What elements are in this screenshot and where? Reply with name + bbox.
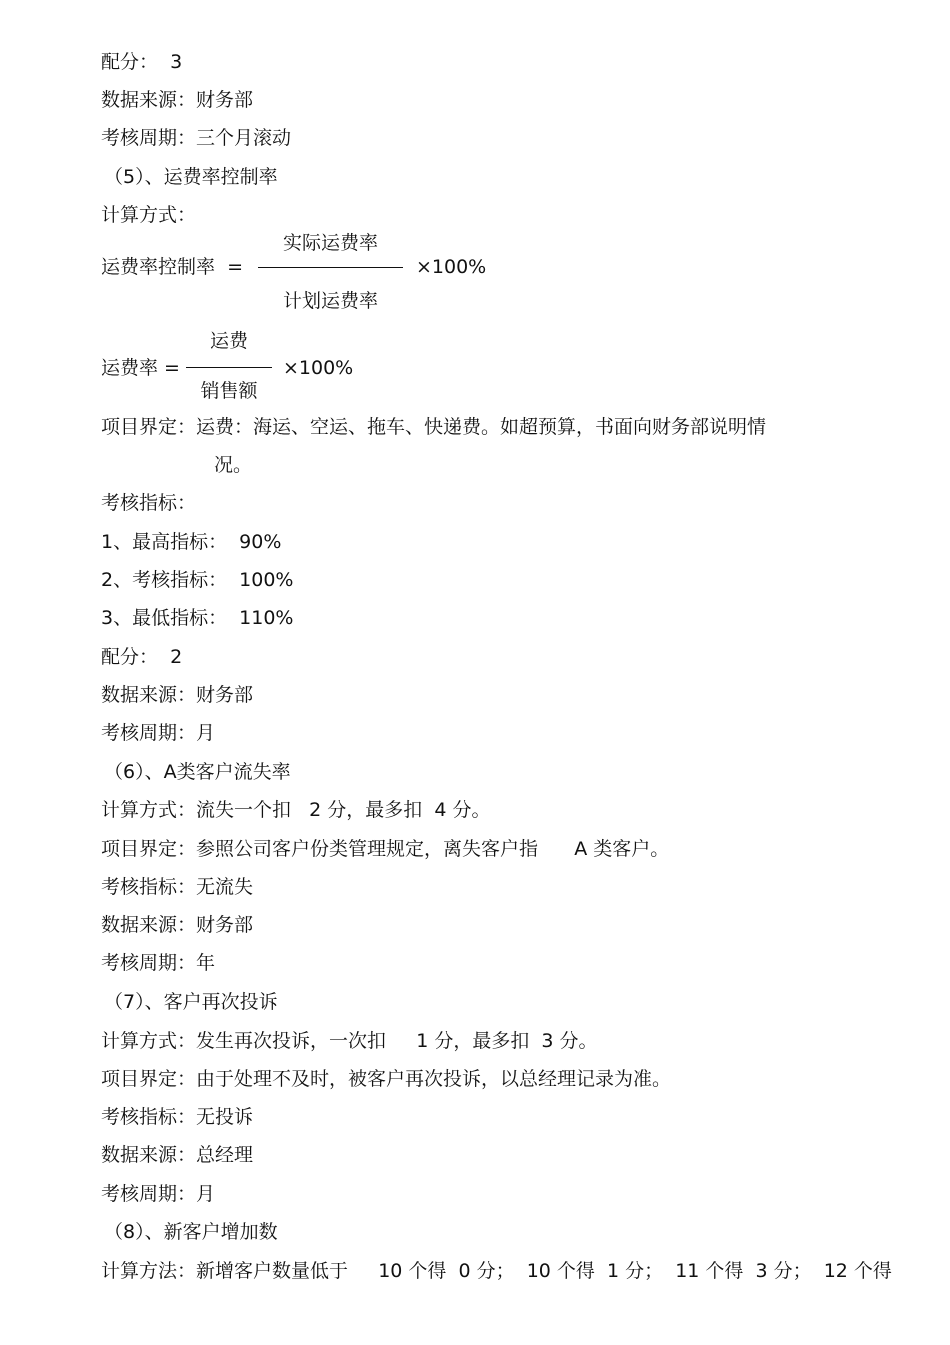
formula-label: 运费率 = bbox=[101, 357, 180, 379]
calc-method-line: 计算方式： bbox=[101, 204, 197, 226]
formula-denominator: 计划运费率 bbox=[282, 290, 378, 312]
calc-method-line: 计算方式：发生再次投诉，一次扣 1 分，最多扣 3 分。 bbox=[101, 1030, 598, 1052]
formula-label: 运费率控制率 = bbox=[101, 256, 243, 278]
review-period-line: 考核周期：月 bbox=[101, 1183, 216, 1205]
calc-method-line: 计算方法：新增客户数量低于 10 个得 0 分； 10 个得 1 分； 11 个得 3 分； 12 个得 bbox=[101, 1260, 892, 1282]
fraction-bar bbox=[258, 267, 403, 268]
data-source-line: 数据来源：财务部 bbox=[101, 89, 254, 111]
indicator-lowest: 3、最低指标： 110% bbox=[101, 607, 294, 629]
review-period-line: 考核周期：月 bbox=[101, 722, 216, 744]
section-heading-6: （6）、A类客户流失率 bbox=[104, 761, 291, 783]
scope-definition-continuation: 况。 bbox=[214, 454, 253, 476]
score-line: 配分： 3 bbox=[101, 51, 183, 73]
fraction-bar bbox=[186, 367, 272, 368]
data-source-line: 数据来源：财务部 bbox=[101, 684, 254, 706]
indicator-target: 2、考核指标： 100% bbox=[101, 569, 294, 591]
scope-definition-line: 项目界定：运费：海运、空运、拖车、快递费。如超预算，书面向财务部说明情 bbox=[101, 416, 767, 438]
score-line: 配分： 2 bbox=[101, 646, 183, 668]
data-source-line: 数据来源：总经理 bbox=[101, 1144, 254, 1166]
formula-numerator: 运费 bbox=[209, 330, 248, 352]
formula-multiplier: ×100% bbox=[283, 357, 354, 379]
review-period-line: 考核周期：三个月滚动 bbox=[101, 127, 292, 149]
section-heading-5: （5）、运费率控制率 bbox=[104, 166, 278, 188]
scope-definition-line: 项目界定：由于处理不及时，被客户再次投诉，以总经理记录为准。 bbox=[101, 1068, 672, 1090]
data-source-line: 数据来源：财务部 bbox=[101, 914, 254, 936]
review-period-line: 考核周期：年 bbox=[101, 952, 216, 974]
formula-numerator: 实际运费率 bbox=[282, 232, 378, 254]
indicator-highest: 1、最高指标： 90% bbox=[101, 531, 282, 553]
scope-definition-line: 项目界定：参照公司客户份类管理规定，离失客户指 A 类客户。 bbox=[101, 838, 670, 860]
indicator-line: 考核指标：无投诉 bbox=[101, 1106, 254, 1128]
section-heading-8: （8）、新客户增加数 bbox=[104, 1221, 278, 1243]
formula-multiplier: ×100% bbox=[416, 256, 487, 278]
indicator-line: 考核指标：无流失 bbox=[101, 876, 254, 898]
indicator-heading: 考核指标： bbox=[101, 492, 197, 514]
calc-method-line: 计算方式：流失一个扣 2 分，最多扣 4 分。 bbox=[101, 799, 491, 821]
section-heading-7: （7）、客户再次投诉 bbox=[104, 991, 278, 1013]
formula-denominator: 销售额 bbox=[200, 380, 258, 402]
